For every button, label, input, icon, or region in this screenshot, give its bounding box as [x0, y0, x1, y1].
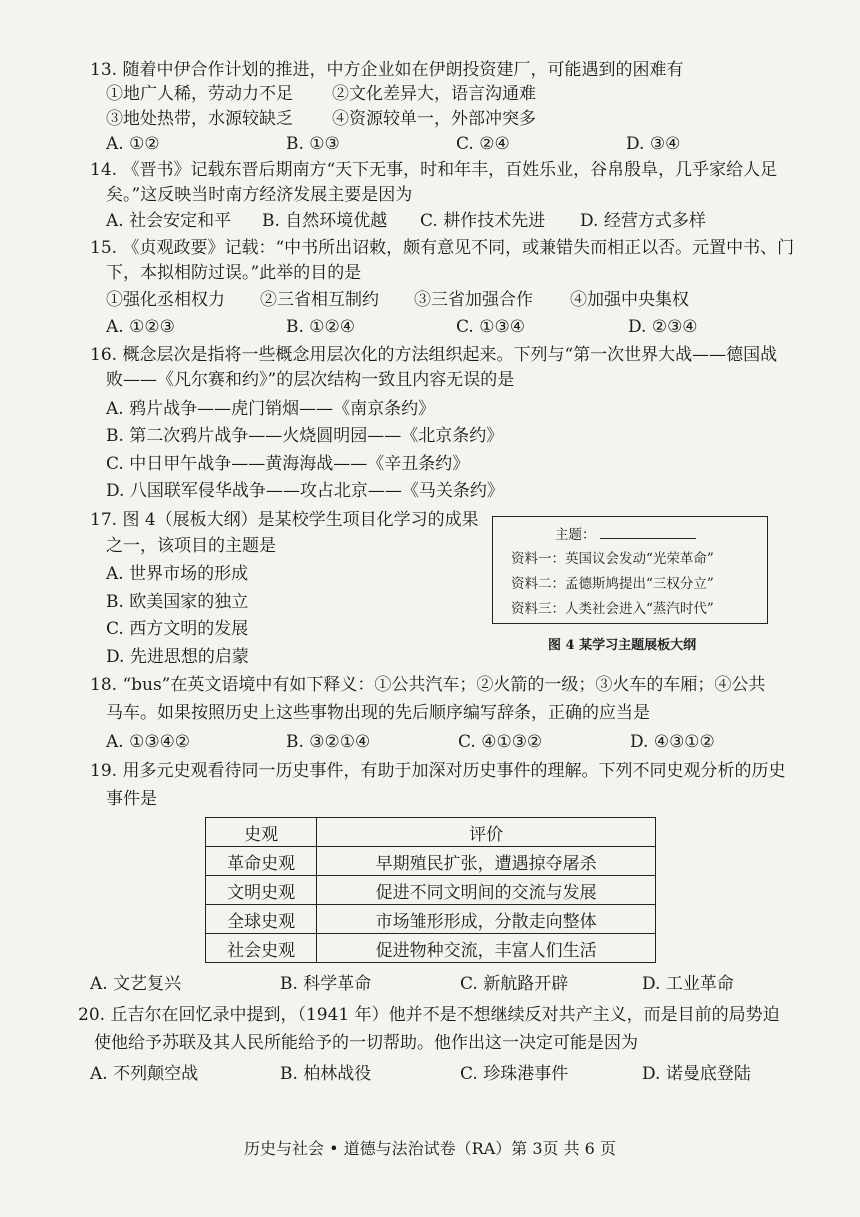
q16-stem-1: 16. 概念层次是指将一些概念用层次化的方法组织起来。下列与“第一次世界大战——德国战: [90, 345, 778, 365]
table-row: [206, 847, 656, 876]
q13-item-4: ④资源较单一，外部冲突多: [332, 109, 536, 129]
q18-stem-2: 马车。如果按照历史上这些事物出现的先后顺序编写辞条，正确的应当是: [106, 703, 650, 723]
figure-4-board-outline: [492, 516, 768, 624]
q14-stem-1: 14. 《晋书》记载东晋后期南方“天下无事，时和年丰，百姓乐业，谷帛殷阜，几乎家给人足: [90, 160, 778, 180]
q20-option-b: B. 柏林战役: [280, 1064, 372, 1084]
q19-stem-1: 19. 用多元史观看待同一历史事件，有助于加深对历史事件的理解。下列不同史观分析的历史: [90, 761, 786, 781]
q18-stem-1: 18. “bus”在英文语境中有如下释义：①公共汽车；②火箭的一级；③火车的车厢；④公共: [90, 675, 766, 695]
figure-4-topic-row: [555, 523, 696, 548]
figure-4-line-2: 资料二：孟德斯鸠提出“三权分立”: [511, 576, 714, 592]
q13-option-c: C. ②④: [456, 134, 510, 154]
q15-option-a: A. ①②③: [106, 317, 175, 337]
q16-stem-2: 败——《凡尔赛和约》”的层次结构一致且内容无误的是: [106, 370, 515, 390]
q17-option-d: D. 先进思想的启蒙: [106, 647, 249, 667]
table-row: [206, 905, 656, 934]
table-row: [206, 876, 656, 905]
q14-option-a: A. 社会安定和平: [106, 211, 232, 231]
q18-option-a: A. ①③④②: [106, 732, 191, 752]
q19-option-d: D. 工业革命: [642, 974, 734, 994]
q20-stem-2: 使他给予苏联及其人民所能给予的一切帮助。他作出这一决定可能是因为: [94, 1033, 638, 1053]
table-cell-evaluation: 促进不同文明间的交流与发展: [317, 876, 656, 905]
q13-option-b: B. ①③: [286, 134, 340, 154]
q13-item-2: ②文化差异大，语言沟通难: [332, 84, 536, 104]
q15-stem-1: 15. 《贞观政要》记载：“中书所出诏敕，颇有意见不同，或兼错失而相正以否。元置中书、门: [90, 238, 795, 258]
q15-item-2: ②三省相互制约: [260, 290, 379, 310]
q18-option-d: D. ④③①②: [630, 732, 715, 752]
q17-stem-1: 17. 图 4（展板大纲）是某校学生项目化学习的成果: [90, 510, 479, 530]
table-header-view: 史观: [206, 818, 317, 847]
q18-option-b: B. ③②①④: [286, 732, 371, 752]
q19-option-a: A. 文艺复兴: [90, 974, 182, 994]
q15-item-1: ①强化丞相权力: [106, 290, 225, 310]
q15-stem-2: 下，本拟相防过误。”此举的目的是: [106, 263, 362, 283]
table-cell-view: 革命史观: [206, 847, 317, 876]
q20-option-d: D. 诺曼底登陆: [642, 1064, 751, 1084]
q15-option-c: C. ①③④: [456, 317, 525, 337]
page-footer: 历史与社会 • 道德与法治试卷（RA）第 3页 共 6 页: [244, 1139, 616, 1158]
q13-option-a: A. ①②: [106, 134, 160, 154]
table-cell-view: 社会史观: [206, 934, 317, 963]
figure-4-line-1: 资料一：英国议会发动“光荣革命”: [511, 551, 714, 567]
q13-item-3: ③地处热带，水源较缺乏: [106, 109, 293, 129]
q14-option-c: C. 耕作技术先进: [420, 211, 546, 231]
q17-option-a: A. 世界市场的形成: [106, 564, 249, 584]
q15-item-4: ④加强中央集权: [570, 290, 689, 310]
figure-4-topic-blank: [600, 524, 696, 539]
q17-option-c: C. 西方文明的发展: [106, 619, 249, 639]
history-view-table: [205, 817, 656, 963]
q19-option-c: C. 新航路开辟: [460, 974, 569, 994]
q13-stem: 13. 随着中伊合作计划的推进，中方企业如在伊朗投资建厂，可能遇到的困难有: [90, 60, 684, 80]
q14-option-d: D. 经营方式多样: [580, 211, 706, 231]
q19-stem-2: 事件是: [106, 789, 157, 809]
q20-option-a: A. 不列颠空战: [90, 1064, 199, 1084]
figure-4-caption: 图 4 某学习主题展板大纲: [548, 638, 697, 653]
q17-option-b: B. 欧美国家的独立: [106, 592, 249, 612]
table-header-evaluation: 评价: [317, 818, 656, 847]
q14-stem-2: 矣。”这反映当时南方经济发展主要是因为: [106, 185, 413, 205]
table-cell-evaluation: 早期殖民扩张，遭遇掠夺屠杀: [317, 847, 656, 876]
q16-option-d: D. 八国联军侵华战争——攻占北京——《马关条约》: [106, 481, 504, 501]
figure-4-line-3: 资料三：人类社会进入“蒸汽时代”: [511, 601, 714, 617]
figure-4-topic-label: 主题：: [555, 527, 596, 543]
q15-item-3: ③三省加强合作: [414, 290, 533, 310]
q20-option-c: C. 珍珠港事件: [460, 1064, 569, 1084]
table-cell-evaluation: 促进物种交流，丰富人们生活: [317, 934, 656, 963]
q16-option-b: B. 第二次鸦片战争——火烧圆明园——《北京条约》: [106, 426, 504, 446]
table-cell-view: 文明史观: [206, 876, 317, 905]
q16-option-c: C. 中日甲午战争——黄海海战——《辛丑条约》: [106, 454, 470, 474]
q13-option-d: D. ③④: [626, 134, 681, 154]
table-cell-evaluation: 市场雏形形成，分散走向整体: [317, 905, 656, 934]
q15-option-d: D. ②③④: [628, 317, 698, 337]
q16-option-a: A. 鸦片战争——虎门销烟——《南京条约》: [106, 399, 436, 419]
q18-option-c: C. ④①③②: [458, 732, 543, 752]
q19-option-b: B. 科学革命: [280, 974, 372, 994]
q13-item-1: ①地广人稀，劳动力不足: [106, 84, 293, 104]
q17-stem-2: 之一，该项目的主题是: [106, 536, 276, 556]
table-cell-view: 全球史观: [206, 905, 317, 934]
q20-stem-1: 20. 丘吉尔在回忆录中提到，（1941 年）他并不是不想继续反对共产主义，而是目前的局势迫: [78, 1005, 780, 1025]
q15-option-b: B. ①②④: [286, 317, 356, 337]
table-header-row: [206, 818, 656, 847]
table-row: [206, 934, 656, 963]
q14-option-b: B. 自然环境优越: [262, 211, 388, 231]
